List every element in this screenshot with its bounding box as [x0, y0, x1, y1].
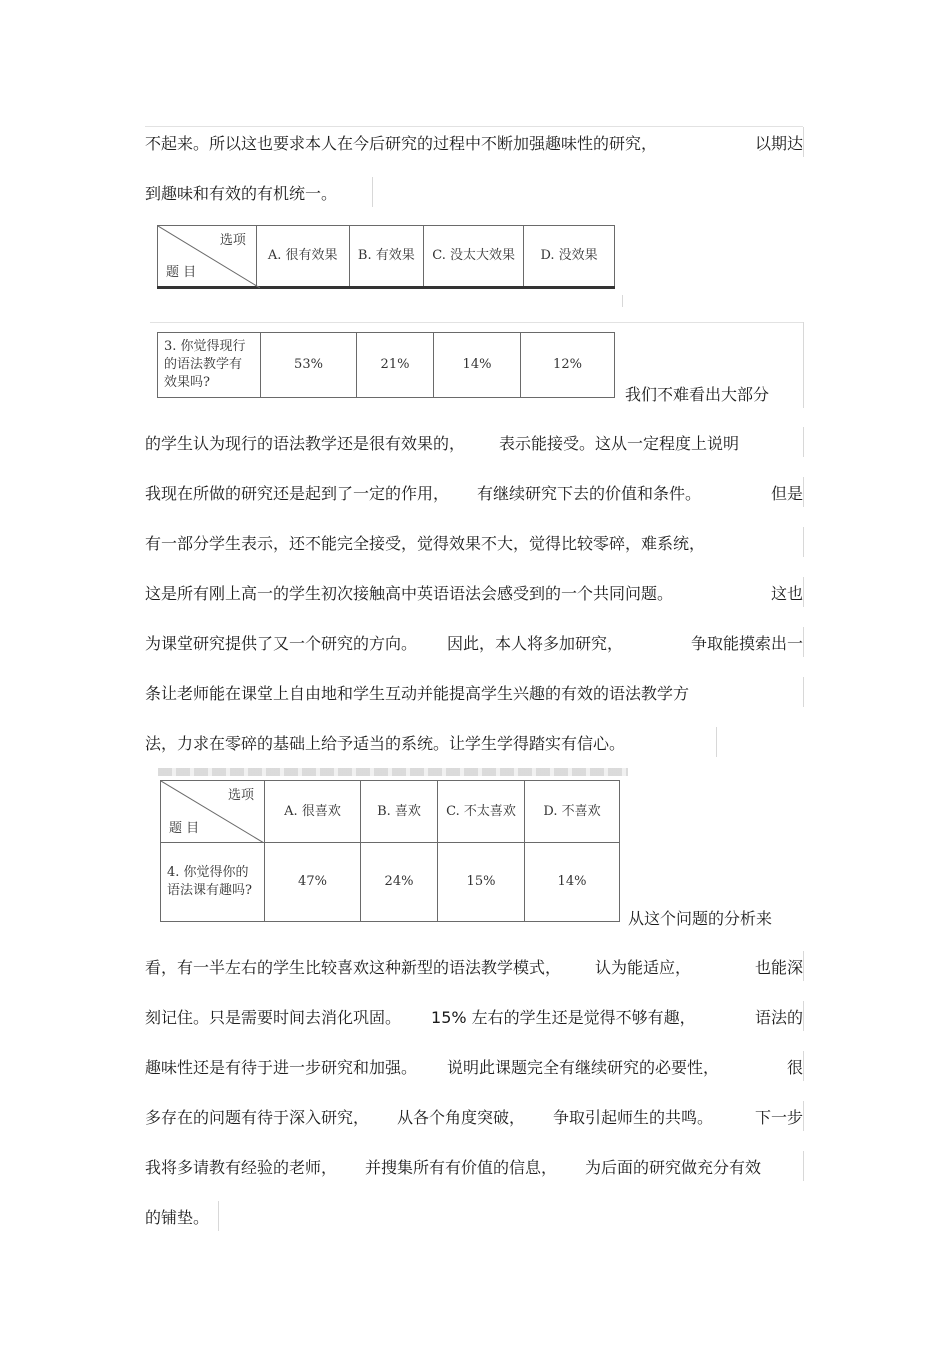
- question-cell: 4. 你觉得你的语法课有趣吗?: [161, 843, 265, 922]
- percent-cell: 15%: [438, 843, 525, 922]
- page-edge: [803, 627, 804, 657]
- text-segment: 法，力求在零碎的基础上给予适当的系统。让学生学得踏实有信心。: [145, 734, 626, 753]
- cropped-text-fragment: [158, 768, 628, 776]
- text-line: [145, 583, 803, 605]
- text-segment: 并搜集所有有价值的信息，: [365, 1158, 558, 1177]
- option-header: C. 没太大效果: [424, 226, 524, 288]
- option-header: A. 很喜欢: [265, 781, 361, 843]
- text-segment: 争取能摸索出一: [690, 634, 803, 653]
- percent-cell: 14%: [434, 333, 521, 398]
- header-subject-label: 题 目: [166, 265, 197, 280]
- header-option-label: 选项: [227, 788, 254, 803]
- text-segment: 我将多请教有经验的老师，: [145, 1158, 338, 1177]
- text-line: [145, 957, 803, 979]
- page-edge: [803, 127, 804, 157]
- percent-cell: 53%: [261, 333, 357, 398]
- page-edge: [803, 577, 804, 607]
- page-edge: [622, 295, 623, 307]
- text-segment: 刻记住。只是需要时间去消化巩固。: [145, 1008, 402, 1027]
- text-segment: 以期达: [754, 134, 803, 153]
- text-segment: 条让老师能在课堂上自由地和学生互动并能提高学生兴趣的有效的语法教学方: [145, 684, 690, 703]
- option-header: A. 很有效果: [256, 226, 349, 288]
- text-segment: 15% 左右的学生还是觉得不够有趣，: [431, 1008, 696, 1027]
- text-line: [145, 133, 803, 155]
- option-header: D. 不喜欢: [525, 781, 620, 843]
- text-segment: 这也: [770, 584, 803, 603]
- page-edge: [803, 1051, 804, 1081]
- percent-cell: 21%: [357, 333, 434, 398]
- page-edge: [803, 1101, 804, 1131]
- option-header: C. 不太喜欢: [438, 781, 525, 843]
- option-header: D. 没效果: [524, 226, 615, 288]
- page-edge: [803, 477, 804, 507]
- text-line: [145, 733, 803, 755]
- text-segment: 表示能接受。这从一定程度上说明: [499, 434, 740, 453]
- percent-cell: 47%: [265, 843, 361, 922]
- text-segment: 我现在所做的研究还是起到了一定的作用，: [145, 484, 450, 503]
- text-segment: 不起来。所以这也要求本人在今后研究的过程中不断加强趣味性的研究，: [145, 134, 658, 153]
- option-header: B. 喜欢: [361, 781, 438, 843]
- text-line: [145, 1107, 803, 1129]
- page-edge: [150, 322, 803, 323]
- text-segment: 的铺垫。: [145, 1208, 210, 1227]
- text-line: [145, 433, 803, 455]
- text-segment: 的学生认为现行的语法教学还是很有效果的，: [145, 434, 466, 453]
- text-segment: 为后面的研究做充分有效: [585, 1158, 762, 1177]
- page-edge: [803, 1001, 804, 1031]
- text-line: [145, 183, 803, 205]
- text-segment: 语法的: [754, 1008, 803, 1027]
- text-segment: 趣味性还是有待于进一步研究和加强。: [145, 1058, 418, 1077]
- text-line: [145, 1057, 803, 1079]
- text-segment: 从各个角度突破，: [397, 1108, 526, 1127]
- text-segment: 争取引起师生的共鸣。: [553, 1108, 714, 1127]
- text-segment: 说明此课题完全有继续研究的必要性，: [447, 1058, 720, 1077]
- percent-cell: 12%: [521, 333, 615, 398]
- diagonal-header-cell: [161, 781, 265, 843]
- page-edge: [803, 527, 804, 557]
- text-line: [145, 1207, 803, 1229]
- page-edge: [803, 677, 804, 707]
- page-edge: [145, 126, 803, 127]
- header-option-label: 选项: [219, 233, 246, 248]
- header-subject-label: 题 目: [169, 821, 200, 836]
- text-line: [145, 633, 803, 655]
- text-segment: 为课堂研究提供了又一个研究的方向。: [145, 634, 418, 653]
- page-edge: [803, 1151, 804, 1181]
- survey-table-effect-header: [157, 225, 615, 289]
- text-segment: 认为能适应，: [595, 958, 692, 977]
- diagonal-header-cell: [158, 226, 257, 288]
- page-edge: [803, 427, 804, 457]
- text-line: [145, 533, 803, 555]
- text-segment: 从这个问题的分析来: [628, 909, 773, 928]
- page-edge: [803, 951, 804, 981]
- text-line: [145, 483, 803, 505]
- text-segment: 也能深: [754, 958, 803, 977]
- page-edge: [218, 1201, 219, 1231]
- text-line: [145, 1157, 803, 1179]
- question-cell: 3. 你觉得现行的语法教学有效果吗?: [158, 333, 261, 398]
- text-segment: 我们不难看出大部分: [625, 385, 770, 404]
- option-header: B. 有效果: [349, 226, 423, 288]
- page-edge: [803, 322, 804, 408]
- page-edge: [372, 177, 373, 207]
- text-line: [145, 1007, 803, 1029]
- page-edge: [716, 727, 717, 757]
- text-segment: 这是所有刚上高一的学生初次接触高中英语语法会感受到的一个共同问题。: [145, 584, 674, 603]
- text-segment: 很: [786, 1058, 803, 1077]
- survey-table-interest: [160, 780, 620, 922]
- text-segment: 因此，本人将多加研究，: [447, 634, 624, 653]
- survey-table-effect-row: [157, 332, 615, 398]
- text-segment: 有继续研究下去的价值和条件。: [477, 484, 702, 503]
- text-line: [145, 683, 803, 705]
- text-segment: 下一步: [754, 1108, 803, 1127]
- percent-cell: 24%: [361, 843, 438, 922]
- text-segment: 但是: [770, 484, 803, 503]
- text-segment: 多存在的问题有待于深入研究，: [145, 1108, 370, 1127]
- text-segment: 有一部分学生表示，还不能完全接受，觉得效果不大，觉得比较零碎，难系统，: [145, 534, 706, 553]
- percent-cell: 14%: [525, 843, 620, 922]
- text-segment: 看，有一半左右的学生比较喜欢这种新型的语法教学模式，: [145, 958, 562, 977]
- text-segment: 到趣味和有效的有机统一。: [145, 184, 338, 203]
